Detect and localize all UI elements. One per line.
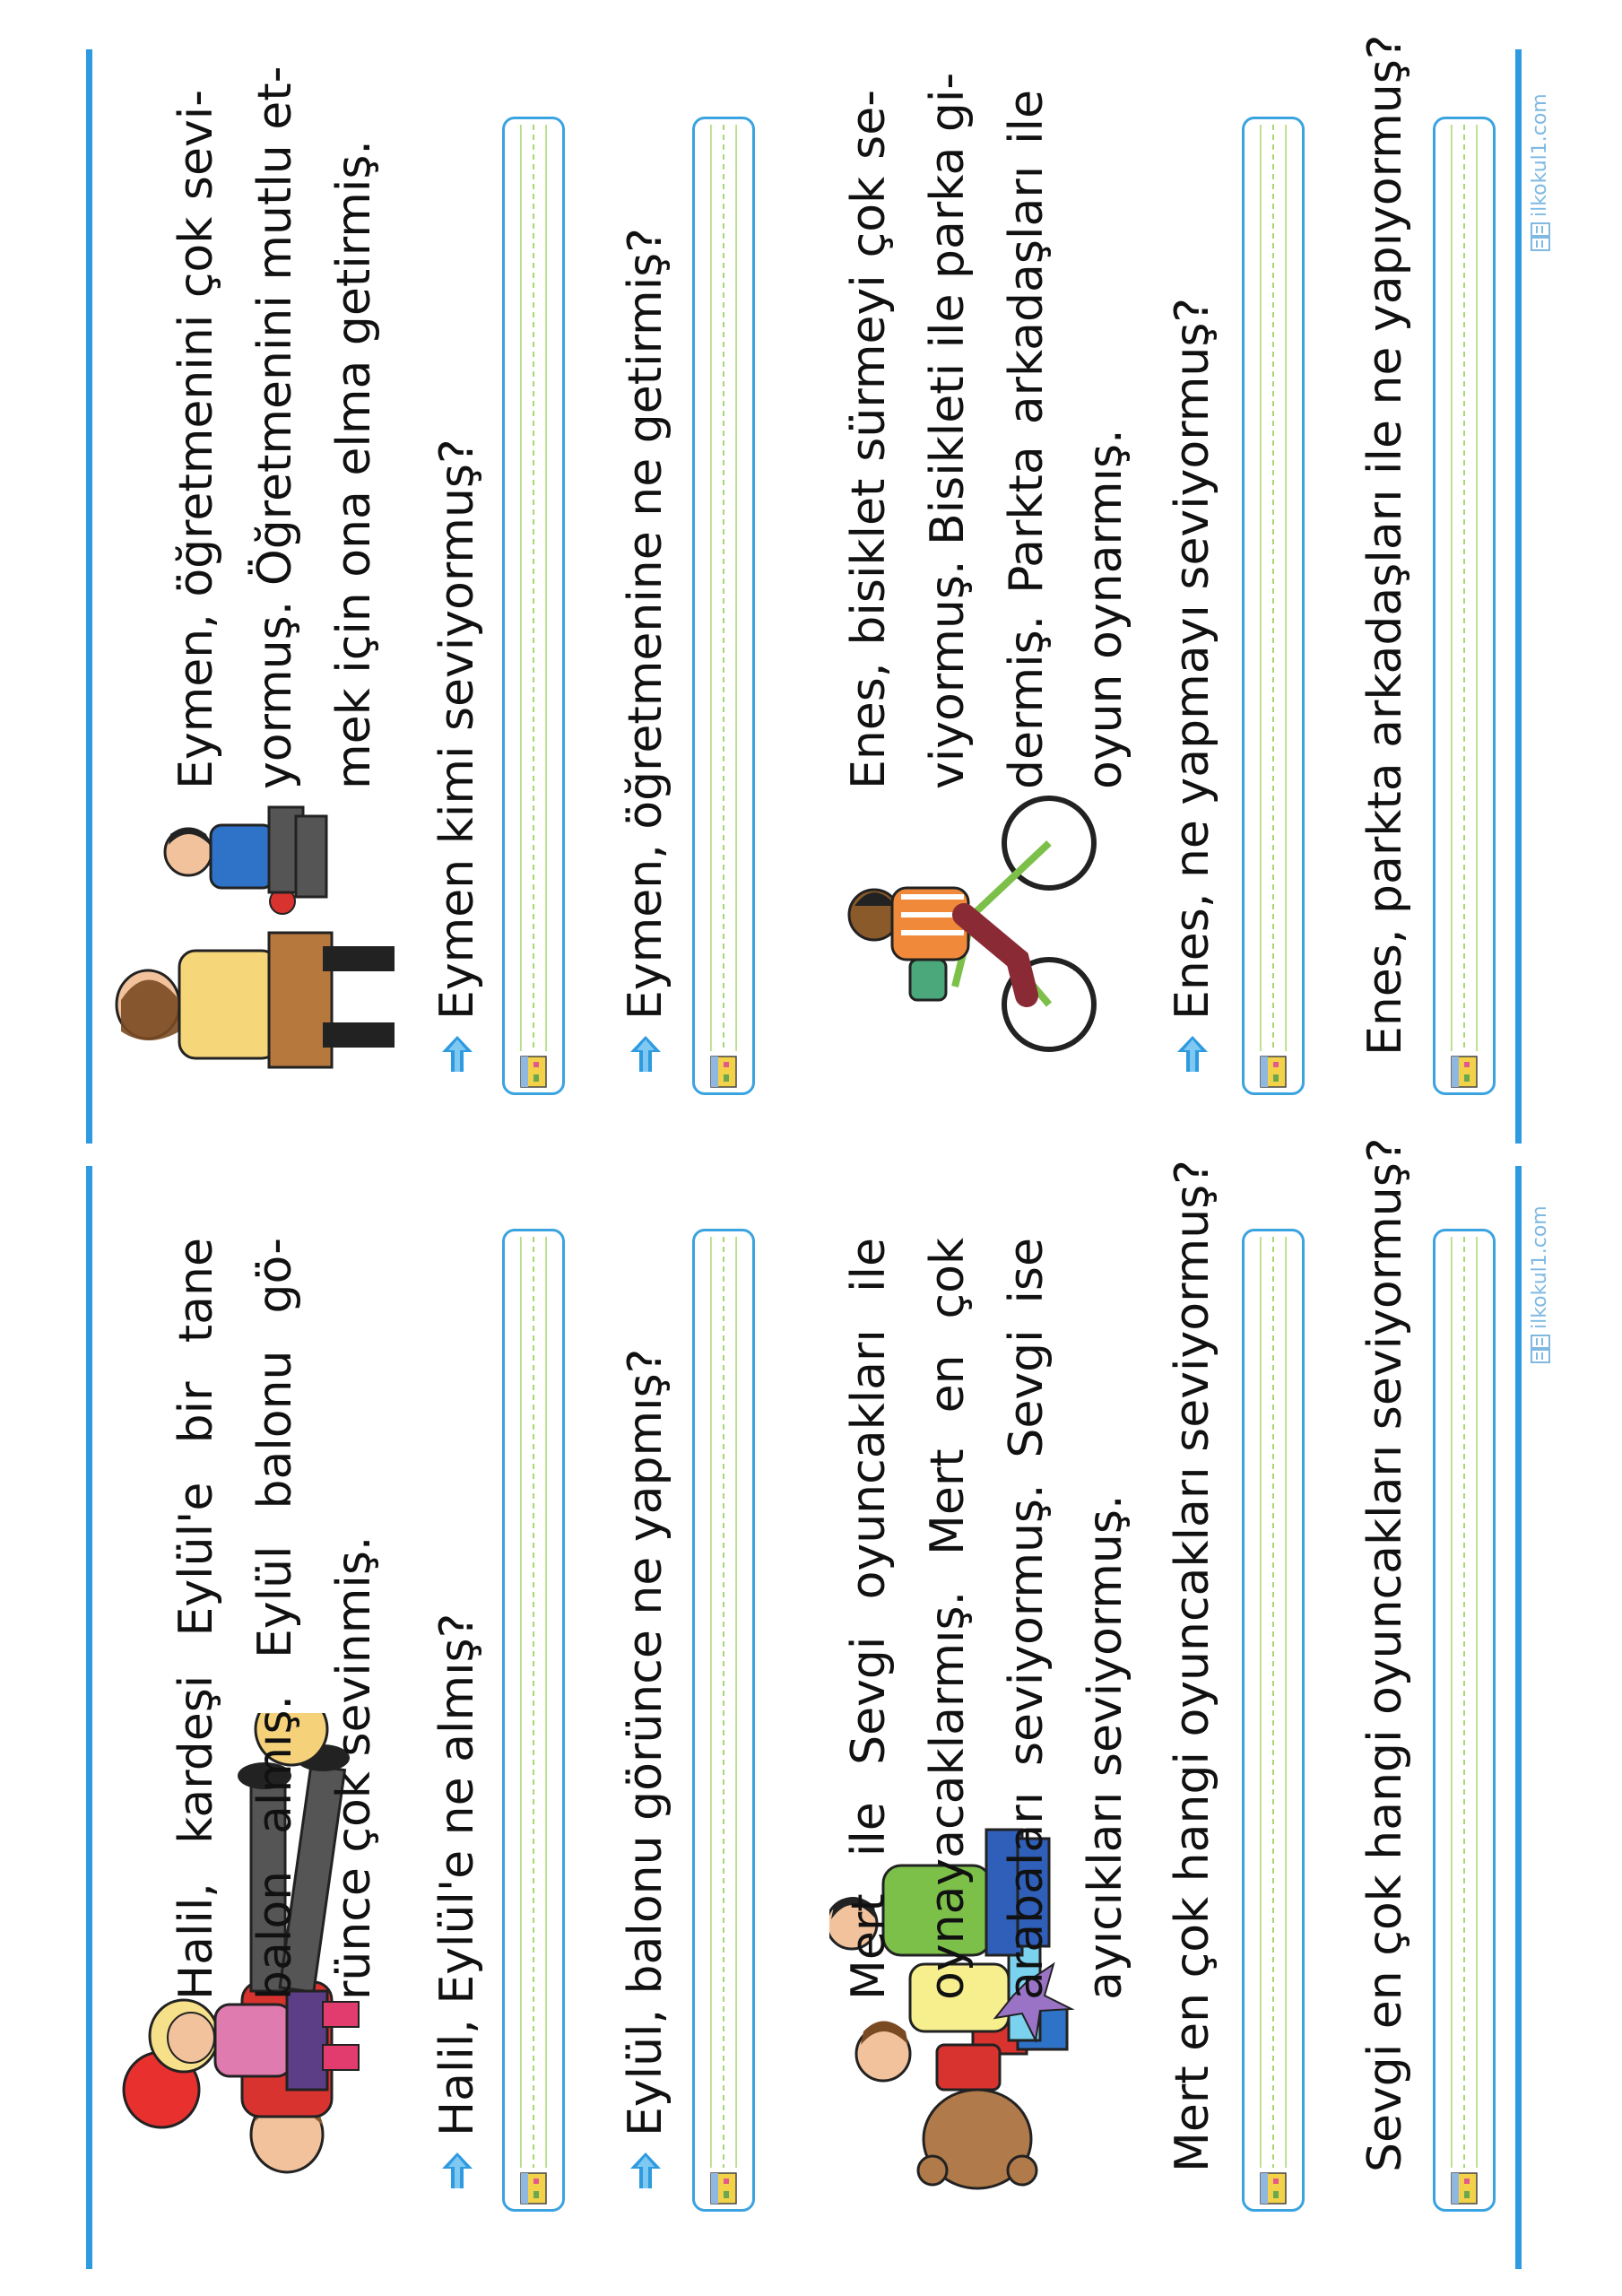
left-section2-answer2-box[interactable]	[1433, 1229, 1496, 2212]
handwriting-guide-lines	[1436, 119, 1493, 1092]
left-page-left-bar	[86, 1166, 92, 2269]
paragraph-line: Eymen, öğretmenini çok sevi-	[169, 90, 223, 789]
left-section2-paragraph	[829, 1238, 1145, 2000]
paragraph-line: Enes, bisiklet sürmeyi çok se-	[842, 90, 896, 789]
paragraph-line: rünce çok sevinmiş.	[327, 1535, 381, 2000]
handwriting-guide-lines	[1245, 119, 1302, 1092]
left-page-brand	[1529, 1205, 1551, 1363]
question-text: Enes, ne yapmayı seviyormuş?	[1166, 297, 1219, 1020]
arrow-right-icon	[1177, 1036, 1208, 1072]
right-section1-question2	[619, 85, 672, 1072]
house-icon	[1452, 2173, 1477, 2204]
right-section1-answer1-box[interactable]	[502, 117, 565, 1095]
handwriting-guide-lines	[1245, 1231, 1302, 2209]
right-page-right-bar	[1515, 49, 1522, 1144]
arrow-right-icon	[630, 2152, 661, 2188]
right-section1-answer2-box[interactable]	[692, 117, 755, 1095]
paragraph-line: Mert ile Sevgi oyuncakları ile	[842, 1238, 896, 2000]
left-section2-answer1-box[interactable]	[1242, 1229, 1305, 2212]
left-section1-answer1-box[interactable]	[502, 1229, 565, 2212]
left-page-right-bar	[1515, 1166, 1522, 2269]
handwriting-guide-lines	[505, 119, 562, 1092]
right-section2-answer1-box[interactable]	[1242, 117, 1305, 1095]
right-section1-question1	[430, 85, 484, 1072]
right-page-left-bar	[86, 49, 92, 1144]
right-section1-paragraph	[157, 65, 394, 789]
arrow-right-icon	[630, 1036, 661, 1072]
left-section1-question1	[430, 1202, 484, 2188]
handwriting-guide-lines	[1436, 1231, 1493, 2209]
house-icon	[1452, 1057, 1477, 1087]
right-page-brand	[1529, 93, 1551, 251]
right-section2-question1	[1166, 85, 1219, 1072]
left-section1-answer2-box[interactable]	[692, 1229, 755, 2212]
paragraph-line: balon almış. Eylül balonu gö-	[248, 1238, 302, 2000]
right-section2-paragraph	[829, 72, 1145, 789]
question-text: Halil, Eylül'e ne almış?	[430, 1613, 484, 2136]
left-section1-paragraph	[157, 1238, 394, 2000]
right-section2-question2	[1358, 34, 1412, 1072]
handwriting-guide-lines	[505, 1231, 562, 2209]
question-text: Mert en çok hangi oyuncakları seviyormuş?	[1166, 1160, 1219, 2172]
brand-text: ilkokul1.com	[1529, 93, 1551, 217]
book-logo-icon	[1530, 1335, 1551, 1363]
left-section2-question1	[1166, 1160, 1219, 2188]
arrow-right-icon	[442, 2152, 473, 2188]
brand-text: ilkokul1.com	[1529, 1205, 1551, 1329]
house-icon	[711, 2173, 736, 2204]
house-icon	[521, 2173, 546, 2204]
house-icon	[521, 1057, 546, 1087]
question-text: Eymen, öğretmenine ne getirmiş?	[619, 228, 672, 1020]
question-text: Sevgi en çok hangi oyuncakları seviyormuş?	[1358, 1137, 1412, 2172]
paragraph-line: oyun oynarmış.	[1079, 429, 1132, 789]
house-icon	[711, 1057, 736, 1087]
arrow-right-icon	[442, 1036, 473, 1072]
question-text: Eymen kimi seviyormuş?	[430, 439, 484, 1020]
paragraph-line: yormuş. Öğretmenini mutlu et-	[248, 65, 302, 789]
question-text: Enes, parkta arkadaşları ile ne yapıyormuş?	[1358, 34, 1412, 1056]
paragraph-line: mek için ona elma getirmiş.	[327, 140, 381, 789]
left-section1-question2	[619, 1202, 672, 2188]
book-logo-icon	[1530, 222, 1551, 251]
paragraph-line: oynayacaklarmış. Mert en çok	[921, 1238, 975, 2000]
right-section2-answer2-box[interactable]	[1433, 117, 1496, 1095]
enes-bicycle-illustration	[838, 780, 1107, 1067]
house-icon	[1261, 1057, 1286, 1087]
left-section2-question2	[1358, 1137, 1412, 2188]
house-icon	[1261, 2173, 1286, 2204]
question-text: Eylül, balonu görünce ne yapmış?	[619, 1348, 672, 2136]
paragraph-line: viyormuş. Bisikleti ile parka gi-	[921, 72, 975, 789]
handwriting-guide-lines	[695, 119, 752, 1092]
eymen-teacher-illustration	[108, 780, 403, 1076]
paragraph-line: ayıcıkları seviyormuş.	[1079, 1494, 1132, 2000]
paragraph-line: arabaları seviyormuş. Sevgi ise	[1000, 1238, 1054, 2000]
paragraph-line: dermiş. Parkta arkadaşları ile	[1000, 90, 1054, 789]
handwriting-guide-lines	[695, 1231, 752, 2209]
paragraph-line: Halil, kardeşi Eylül'e bir tane	[169, 1238, 223, 2000]
